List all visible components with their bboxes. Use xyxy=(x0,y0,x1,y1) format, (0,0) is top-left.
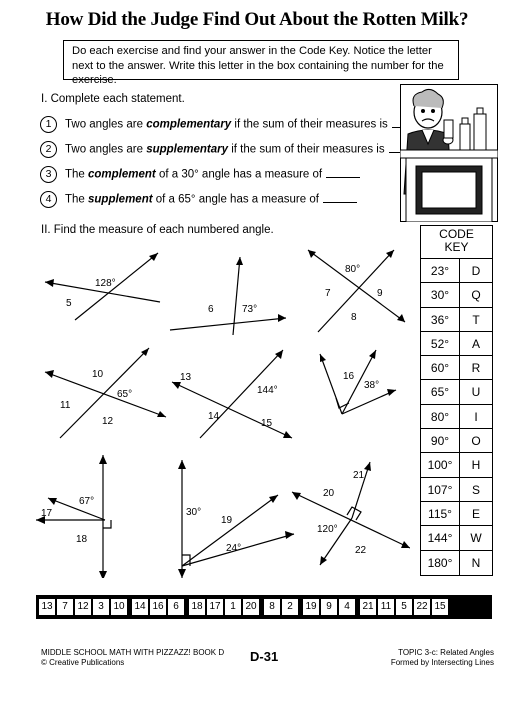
fig7-ray xyxy=(48,498,105,520)
answer-box[interactable]: 15 xyxy=(432,599,448,615)
answer-box[interactable]: 16 xyxy=(150,599,166,615)
answer-box[interactable]: 10 xyxy=(111,599,127,615)
angle-label: 14 xyxy=(208,411,220,422)
code-key-row xyxy=(421,259,492,283)
code-key-row xyxy=(421,502,492,526)
section-1-heading: I. Complete each statement. xyxy=(41,93,185,105)
answer-box[interactable]: 6 xyxy=(168,599,184,615)
code-key-value: 115° xyxy=(421,502,460,526)
answer-box[interactable]: 17 xyxy=(207,599,223,615)
angle-figures xyxy=(30,238,410,578)
answer-box[interactable]: 14 xyxy=(132,599,148,615)
code-key-value: 65° xyxy=(421,380,460,404)
code-key-value: 60° xyxy=(421,356,460,380)
angle-label: 21 xyxy=(353,470,365,481)
answer-box[interactable]: 13 xyxy=(39,599,55,615)
code-key-value: 90° xyxy=(421,429,460,453)
angle-label: 8 xyxy=(351,312,357,323)
answer-box[interactable]: 20 xyxy=(243,599,259,615)
angle-label: 128° xyxy=(95,278,116,289)
code-key-value: 36° xyxy=(421,308,460,332)
exercise-number: 2 xyxy=(40,141,57,158)
code-key-row xyxy=(421,551,492,575)
answer-box[interactable]: 8 xyxy=(264,599,280,615)
angle-label: 20 xyxy=(323,488,335,499)
angle-label: 11 xyxy=(60,400,71,411)
code-key-row xyxy=(421,429,492,453)
exercise-number: 4 xyxy=(40,191,57,208)
angle-label: 144° xyxy=(257,385,278,396)
statement-1: 1 Two angles are complementary if the sum of their measures is xyxy=(40,116,426,133)
code-key-letter: D xyxy=(460,259,492,283)
code-key-row xyxy=(421,380,492,404)
code-key-letter: E xyxy=(460,502,492,526)
statement-3: 3 The complement of a 30° angle has a measure of xyxy=(40,166,360,183)
angle-label: 120° xyxy=(317,524,338,535)
page-number: D-31 xyxy=(250,649,279,664)
angle-label: 17 xyxy=(41,508,53,519)
code-key-value: 80° xyxy=(421,405,460,429)
code-key-letter: T xyxy=(460,308,492,332)
angle-label: 18 xyxy=(76,534,88,545)
angle-label: 10 xyxy=(92,369,104,380)
answer-blank[interactable] xyxy=(326,177,360,178)
code-key-row xyxy=(421,453,492,477)
angle-label: 73° xyxy=(242,304,258,315)
answer-box[interactable]: 18 xyxy=(189,599,205,615)
answer-box[interactable]: 22 xyxy=(414,599,430,615)
code-key-letter: U xyxy=(460,380,492,404)
fig1-line-b xyxy=(75,253,158,320)
answer-box[interactable]: 11 xyxy=(378,599,394,615)
code-key-letter: S xyxy=(460,478,492,502)
angle-label: 13 xyxy=(180,372,192,383)
section-2-heading: II. Find the measure of each numbered angle. xyxy=(41,224,274,236)
answer-box[interactable]: 19 xyxy=(303,599,319,615)
code-key-row xyxy=(421,478,492,502)
angle-label: 30° xyxy=(186,507,202,518)
fig2-line-a xyxy=(170,318,286,330)
code-key-letter: W xyxy=(460,526,492,550)
code-key-row xyxy=(421,405,492,429)
code-key-row xyxy=(421,526,492,550)
angle-label: 24° xyxy=(226,543,242,554)
footer-left: MIDDLE SCHOOL MATH WITH PIZZAZZ! BOOK D © Creative Publications xyxy=(41,648,225,667)
angle-label: 67° xyxy=(79,496,95,507)
answer-box[interactable]: 21 xyxy=(360,599,376,615)
code-key-row xyxy=(421,283,492,307)
answer-blank[interactable] xyxy=(323,202,357,203)
code-key-letter: A xyxy=(460,332,492,356)
code-key-header: CODE KEY xyxy=(421,226,492,259)
angle-label: 16 xyxy=(343,371,355,382)
fig8-ray-b xyxy=(182,495,278,566)
answer-box[interactable]: 7 xyxy=(57,599,73,615)
code-key-row xyxy=(421,332,492,356)
answer-box[interactable]: 4 xyxy=(339,599,355,615)
angle-label: 15 xyxy=(261,418,273,429)
answer-box[interactable]: 5 xyxy=(396,599,412,615)
angle-label: 6 xyxy=(208,304,214,315)
code-key-value: 52° xyxy=(421,332,460,356)
angle-label: 19 xyxy=(221,515,233,526)
code-key-letter: I xyxy=(460,405,492,429)
code-key-row xyxy=(421,356,492,380)
answer-box[interactable]: 3 xyxy=(93,599,109,615)
fig6-ray-b xyxy=(342,390,396,414)
angle-label: 7 xyxy=(325,288,331,299)
code-key-value: 107° xyxy=(421,478,460,502)
code-key xyxy=(420,225,493,576)
footer-right: TOPIC 3-c: Related Angles Formed by Intersecting Lines xyxy=(390,648,494,667)
answer-box[interactable]: 2 xyxy=(282,599,298,615)
code-key-value: 23° xyxy=(421,259,460,283)
angle-label: 80° xyxy=(345,264,361,275)
code-key-value: 180° xyxy=(421,551,460,575)
exercise-number: 3 xyxy=(40,166,57,183)
judge-cartoon-illustration xyxy=(400,84,498,222)
angle-label: 38° xyxy=(364,380,380,391)
answer-box[interactable]: 12 xyxy=(75,599,91,615)
code-key-value: 100° xyxy=(421,453,460,477)
answer-box[interactable]: 9 xyxy=(321,599,337,615)
code-key-letter: N xyxy=(471,555,481,570)
angle-label: 12 xyxy=(102,416,114,427)
statement-4: 4 The supplement of a 65° angle has a measure of xyxy=(40,191,357,208)
page-title: How Did the Judge Find Out About the Rotten Milk? xyxy=(45,9,469,30)
angle-label: 9 xyxy=(377,288,383,299)
answer-strip xyxy=(36,595,492,619)
code-key-row xyxy=(421,308,492,332)
code-key-value: 30° xyxy=(421,283,460,307)
code-key-letter: Q xyxy=(460,283,492,307)
exercise-number: 1 xyxy=(40,116,57,133)
statement-2: 2 Two angles are supplementary if the sum of their measures is xyxy=(40,141,423,158)
code-key-letter: R xyxy=(460,356,492,380)
code-key-letter: H xyxy=(460,453,492,477)
code-key-value: 144° xyxy=(421,526,460,550)
code-key-letter: O xyxy=(460,429,492,453)
angle-label: 22 xyxy=(355,545,367,556)
instructions-box: Do each exercise and find your answer in the Code Key. Notice the letter next to the answer. Write this letter in the box containing the number for the exercise. xyxy=(63,40,459,80)
angle-label: 65° xyxy=(117,389,133,400)
answer-box[interactable]: 1 xyxy=(225,599,241,615)
angle-label: 5 xyxy=(66,298,72,309)
